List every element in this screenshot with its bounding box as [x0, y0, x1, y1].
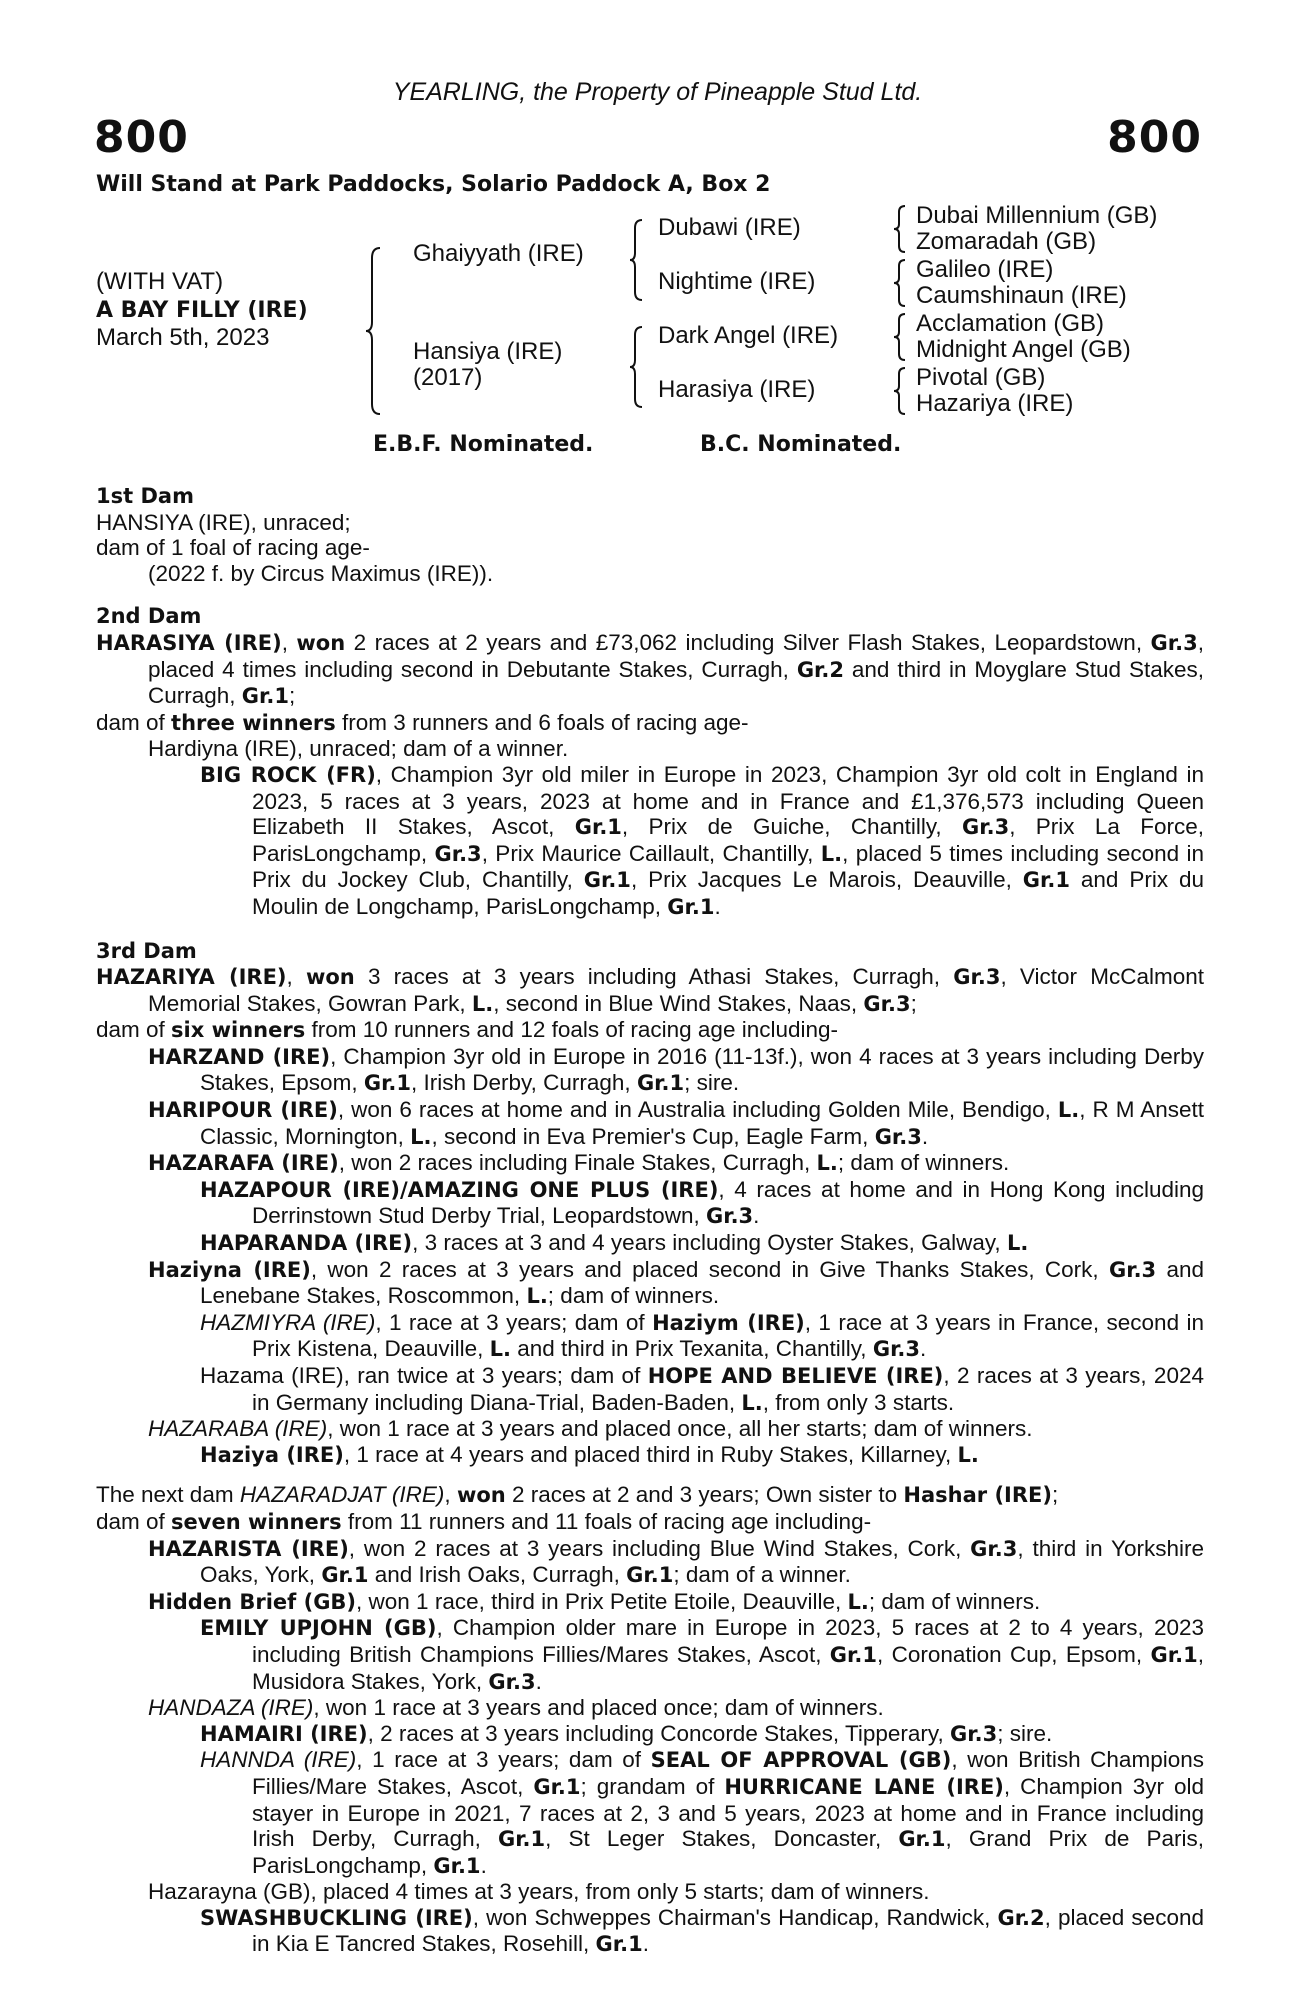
ancestor-gen3: Acclamation (GB)	[916, 310, 1105, 337]
first-dam-line: HANSIYA (IRE), unraced;	[96, 509, 351, 535]
sire-dam: Nightime (IRE)	[658, 268, 816, 295]
ancestor-gen3: Midnight Angel (GB)	[916, 336, 1131, 363]
dam-sire: Dark Angel (IRE)	[658, 322, 839, 349]
lot-number-left: 800	[94, 112, 189, 163]
next-dam-produce: dam of seven winners from 11 runners and 11 foals of racing age including-	[96, 1508, 872, 1534]
brace-g3-2	[892, 258, 910, 308]
ancestor-gen3: Galileo (IRE)	[916, 256, 1054, 283]
ancestor-gen3: Hazariya (IRE)	[916, 390, 1074, 417]
produce-entry: HARZAND (IRE), Champion 3yr old in Europe in 2016 (11-13f.), won 4 races at 3 years including Derby Stakes, Epsom, Gr.1, Irish Derby, Curragh, Gr.1; sire.	[148, 1043, 1204, 1096]
produce-entry: HAPARANDA (IRE), 3 races at 3 and 4 years including Oyster Stakes, Galway, L.	[200, 1230, 1029, 1256]
sire-sire: Dubawi (IRE)	[658, 214, 801, 241]
page-title: YEARLING, the Property of Pineapple Stud Ltd.	[392, 78, 923, 106]
produce-entry: HAZARISTA (IRE), won 2 races at 3 years including Blue Wind Stakes, Cork, Gr.3, third in Yorkshire Oaks, York, Gr.1 and Irish Oaks, Curragh, Gr.1; dam of a winner.	[148, 1535, 1204, 1588]
second-dam-record: HARASIYA (IRE), won 2 races at 2 years and £73,062 including Silver Flash Stakes, Leopardstown, Gr.3, placed 4 times including second in Debutante Stakes, Curragh, Gr.2 and third in Moyglare Stud Stakes, Curragh, Gr.1;	[96, 629, 1204, 709]
produce-entry: BIG ROCK (FR), Champion 3yr old miler in Europe in 2023, Champion 3yr old colt in England in 2023, 5 races at 3 years, 2023 at home and in France and £1,376,573 including Queen Elizabeth II Stakes, Ascot, Gr.1, Prix de Guiche, Chantilly, Gr.3, Prix La Force, ParisLongchamp, Gr.3, Prix Maurice Caillault, Chantilly, L., placed 5 times including second in Prix du Jockey Club, Chantilly, Gr.1, Prix Jacques Le Marois, Deauville, Gr.1 and Prix du Moulin de Longchamp, ParisLongchamp, Gr.1.	[200, 761, 1205, 919]
brace-g3-4	[892, 366, 910, 416]
produce-entry: EMILY UPJOHN (GB), Champion older mare in Europe in 2023, 5 races at 2 to 4 years, 2023 including British Champions Fillies/Mares Stakes, Ascot, Gr.1, Coronation Cup, Epsom, Gr.1, Musidora Stakes, York, Gr.3.	[200, 1615, 1204, 1694]
produce-entry: Hazama (IRE), ran twice at 3 years; dam of HOPE AND BELIEVE (IRE), 2 races at 3 years, 2024 in Germany including Diana-Trial, Baden-Baden, L., from only 3 starts.	[200, 1363, 1204, 1415]
produce-entry: Haziya (IRE), 1 race at 4 years and placed third in Ruby Stakes, Killarney, L.	[200, 1441, 979, 1467]
dam-year: (2017)	[413, 364, 483, 391]
produce-entry: HAZARAFA (IRE), won 2 races including Finale Stakes, Curragh, L.; dam of winners.	[148, 1150, 1010, 1176]
first-dam-heading: 1st Dam	[96, 484, 194, 508]
ancestor-gen3: Caumshinaun (IRE)	[916, 282, 1127, 309]
sire-name: Ghaiyyath (IRE)	[413, 240, 584, 267]
brace-sire	[628, 218, 648, 302]
vat-note: (WITH VAT)	[96, 268, 224, 295]
catalogue-body	[96, 480, 1204, 1958]
lot-name: A BAY FILLY (IRE)	[96, 298, 308, 323]
bc-nomination: B.C. Nominated.	[700, 432, 902, 457]
first-dam-line: dam of 1 foal of racing age-	[96, 535, 370, 561]
third-dam-heading: 3rd Dam	[96, 938, 197, 963]
produce-entry: Haziyna (IRE), won 2 races at 3 years and placed second in Give Thanks Stakes, Cork, Gr.3 and Lenebane Stakes, Roscommon, L.; dam of winners.	[148, 1256, 1205, 1309]
produce-entry: HAZARABA (IRE), won 1 race at 3 years and placed once, all her starts; dam of winners.	[148, 1416, 1033, 1442]
produce-entry: SWASHBUCKLING (IRE), won Schweppes Chairman's Handicap, Randwick, Gr.2, placed second in Kia E Tancred Stakes, Rosehill, Gr.1.	[200, 1904, 1204, 1957]
brace-first-gen	[364, 246, 386, 416]
produce-entry: HAMAIRI (IRE), 2 races at 3 years including Concorde Stakes, Tipperary, Gr.3; sire.	[200, 1720, 1053, 1746]
produce-entry: HAZAPOUR (IRE)/AMAZING ONE PLUS (IRE), 4 races at home and in Hong Kong including Derrinstown Stud Derby Trial, Leopardstown, Gr.3.	[200, 1176, 1204, 1229]
produce-entry: HARIPOUR (IRE), won 6 races at home and in Australia including Golden Mile, Bendigo, L., R M Ansett Classic, Mornington, L., second in Eva Premier's Cup, Eagle Farm, Gr.3.	[148, 1097, 1204, 1149]
ancestor-gen3: Dubai Millennium (GB)	[916, 202, 1158, 229]
next-dam-record: The next dam HAZARADJAT (IRE), won 2 races at 2 and 3 years; Own sister to Hashar (IRE);	[96, 1482, 1059, 1508]
ancestor-gen3: Pivotal (GB)	[916, 364, 1046, 391]
produce-entry: Hardiyna (IRE), unraced; dam of a winner.	[148, 736, 569, 762]
dam-dam: Harasiya (IRE)	[658, 376, 816, 403]
dam-name: Hansiya (IRE)	[413, 338, 563, 365]
first-dam-line: (2022 f. by Circus Maximus (IRE)).	[148, 560, 494, 586]
brace-dam	[628, 325, 648, 409]
second-dam-heading: 2nd Dam	[96, 604, 202, 629]
produce-entry: HANDAZA (IRE), won 1 race at 3 years and placed once; dam of winners.	[148, 1695, 884, 1721]
brace-g3-1	[892, 204, 910, 254]
brace-g3-3	[892, 312, 910, 362]
foaling-date: March 5th, 2023	[96, 324, 270, 351]
stand-location: Will Stand at Park Paddocks, Solario Paddock A, Box 2	[96, 172, 771, 197]
ebf-nomination: E.B.F. Nominated.	[373, 432, 594, 457]
third-dam-produce: dam of six winners from 10 runners and 12 foals of racing age including-	[96, 1017, 839, 1043]
produce-entry: Hidden Brief (GB), won 1 race, third in Prix Petite Etoile, Deauville, L.; dam of winners.	[148, 1588, 1041, 1614]
produce-entry: HAZMIYRA (IRE), 1 race at 3 years; dam of Haziym (IRE), 1 race at 3 years in France, second in Prix Kistena, Deauville, L. and third in Prix Texanita, Chantilly, Gr.3.	[200, 1309, 1204, 1362]
ancestor-gen3: Zomaradah (GB)	[916, 228, 1097, 255]
produce-entry: Hazarayna (GB), placed 4 times at 3 years, from only 5 starts; dam of winners.	[148, 1879, 930, 1905]
lot-number-right: 800	[1107, 112, 1202, 163]
second-dam-produce: dam of three winners from 3 runners and 6 foals of racing age-	[96, 709, 749, 735]
produce-entry: HANNDA (IRE), 1 race at 3 years; dam of SEAL OF APPROVAL (GB), won British Champions Fillies/Mare Stakes, Ascot, Gr.1; grandam of HURRICANE LANE (IRE), Champion 3yr old stayer in Europe in 2021, 7 races at 2, 3 and 5 years, 2023 at home and in France including Irish Derby, Curragh, Gr.1, St Leger Stakes, Doncaster, Gr.1, Grand Prix de Paris, ParisLongchamp, Gr.1.	[200, 1747, 1204, 1878]
third-dam-record: HAZARIYA (IRE), won 3 races at 3 years including Athasi Stakes, Curragh, Gr.3, Victor McCalmont Memorial Stakes, Gowran Park, L., second in Blue Wind Stakes, Naas, Gr.3;	[96, 964, 1204, 1016]
